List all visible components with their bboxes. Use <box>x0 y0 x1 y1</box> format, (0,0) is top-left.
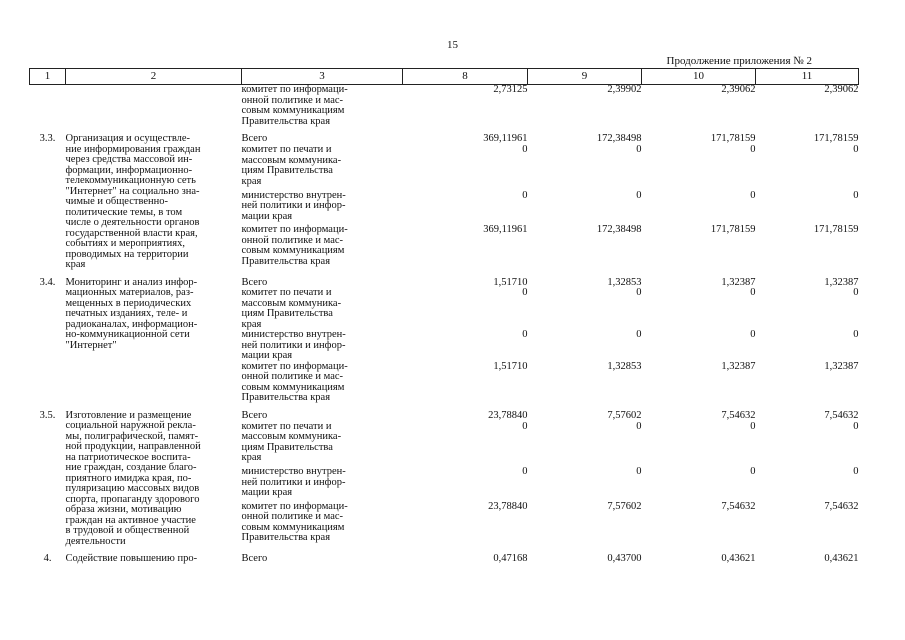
text-line: приятного имиджа края, по- <box>65 472 192 484</box>
text-line: ние информирования граждан <box>65 143 201 155</box>
table-row <box>30 411 859 422</box>
text-line: формации, информационно- <box>65 164 193 176</box>
text-line: образа жизни, мотивацию <box>65 504 182 515</box>
text-line: ной продукции, направленной <box>65 441 201 452</box>
text-line: совым коммуникациям <box>241 105 345 116</box>
table-row <box>30 554 859 565</box>
value-cell: 171,78159 <box>710 224 756 235</box>
value-cell: 2,39062 <box>824 84 859 95</box>
text-line: циям Правительства <box>241 441 333 453</box>
header-cell: 10 <box>642 69 756 85</box>
value-cell: 2,39902 <box>607 84 642 95</box>
text-line: телекоммуникационную сеть <box>65 175 196 186</box>
executor-cell <box>242 422 403 468</box>
text-line: Правительства края <box>241 115 331 127</box>
value-cell: 1,51710 <box>493 360 528 372</box>
text-line: онной политике и мас- <box>241 511 344 522</box>
text-line: проводимых на территории <box>65 248 189 260</box>
text-line: мы, полиграфической, памят- <box>65 430 199 442</box>
text-line: массовым коммуника- <box>241 297 342 309</box>
value-cell: 1,51710 <box>493 276 528 288</box>
text-line: комитет по печати и <box>241 287 332 298</box>
executor-cell <box>242 502 403 548</box>
item-description <box>66 134 242 271</box>
text-line: Мониторинг и анализ инфор- <box>65 276 198 288</box>
text-line: министерство внутрен- <box>241 329 346 340</box>
header-cell: 11 <box>756 69 859 85</box>
text-line: политические темы, в том <box>65 206 183 218</box>
item-description <box>66 411 242 548</box>
value-cell: 0 <box>750 144 756 156</box>
item-index: 3.3. <box>39 133 56 144</box>
value-cell: 0,43621 <box>824 553 859 564</box>
value-cell: 0 <box>522 287 528 298</box>
text-line: комитет по печати и <box>241 144 332 156</box>
text-line: Правительства края <box>241 255 331 267</box>
value-cell: 0,47168 <box>493 553 528 564</box>
text-line: совым коммуникациям <box>241 245 345 256</box>
text-line: министерство внутрен- <box>241 466 346 478</box>
header-row <box>30 69 859 85</box>
text-line: министерство внутрен- <box>241 189 346 201</box>
value-cell: 0,43700 <box>607 553 642 564</box>
item-index: 3.5. <box>39 409 56 421</box>
value-cell: 2,39062 <box>721 84 756 95</box>
text-line: Содействие повышению про- <box>65 553 198 564</box>
text-line: онной политике и мас- <box>241 94 344 106</box>
text-line: онной политике и мас- <box>241 234 344 246</box>
text-line: края <box>65 259 86 270</box>
text-line: Всего <box>241 409 268 421</box>
item-index: 3.4. <box>39 276 56 288</box>
header-cell: 3 <box>242 69 403 85</box>
executor-cell <box>242 191 403 225</box>
text-line: "Интернет" <box>65 339 117 351</box>
value-cell: 171,78159 <box>710 133 756 144</box>
text-line: спорта, пропаганду здорового <box>65 493 200 505</box>
appendix-table <box>29 68 859 565</box>
text-line: ней политики и инфор- <box>241 339 346 351</box>
text-line: но-коммуникационной сети <box>65 329 190 340</box>
text-line: граждан на активное участие <box>65 514 196 526</box>
text-line: Всего <box>241 133 268 144</box>
text-line: в трудовой и общественной <box>65 525 190 536</box>
value-cell: 1,32387 <box>721 276 756 288</box>
text-line: мационных материалов, раз- <box>65 287 194 298</box>
value-cell: 0 <box>750 287 756 298</box>
page-number: 15 <box>447 39 458 51</box>
text-line: массовым коммуника- <box>241 154 342 166</box>
text-line: края <box>241 318 262 330</box>
value-cell: 1,32853 <box>607 276 642 288</box>
executor-cell <box>242 225 403 271</box>
table-row <box>30 85 859 128</box>
value-cell: 369,11961 <box>483 224 528 235</box>
executor-cell <box>242 85 403 128</box>
value-cell: 7,57602 <box>607 409 642 421</box>
header-cell: 1 <box>30 69 66 85</box>
text-line: Всего <box>241 553 268 564</box>
value-cell: 1,32387 <box>824 276 859 288</box>
value-cell: 0 <box>750 466 756 478</box>
value-cell: 0,43621 <box>721 553 756 564</box>
text-line: социальной наружной рекла- <box>65 420 196 431</box>
item-index: 4. <box>43 553 52 564</box>
value-cell: 0 <box>750 420 756 432</box>
text-line: массовым коммуника- <box>241 431 342 443</box>
value-cell: 0 <box>636 189 642 201</box>
executor-cell <box>242 288 403 330</box>
item-description <box>66 278 242 404</box>
text-line: мации края <box>241 210 293 222</box>
executor-cell <box>242 467 403 501</box>
text-line: совым коммуникациям <box>241 521 345 533</box>
value-cell: 0 <box>636 466 642 478</box>
executor-cell <box>242 554 403 565</box>
value-cell: 7,54632 <box>721 409 756 421</box>
text-line: комитет по информаци- <box>241 84 348 95</box>
table-row <box>30 134 859 145</box>
value-cell: 7,54632 <box>824 409 859 421</box>
text-line: радиоканалах, информацион- <box>65 318 198 330</box>
value-cell: 0 <box>853 144 859 156</box>
header-cell: 8 <box>403 69 528 85</box>
value-cell: 23,78840 <box>488 500 528 512</box>
value-cell: 369,11961 <box>483 133 528 144</box>
text-line: Организация и осуществле- <box>65 133 191 144</box>
value-cell: 23,78840 <box>488 409 528 421</box>
executor-cell <box>242 362 403 404</box>
text-line: государственной власти края, <box>65 227 198 239</box>
header-cell: 2 <box>66 69 242 85</box>
value-cell: 0 <box>522 329 528 340</box>
text-line: мации края <box>241 487 293 499</box>
text-line: комитет по информаци- <box>241 360 348 372</box>
continuation-note: Продолжение приложения № 2 <box>666 55 812 67</box>
value-cell: 171,78159 <box>813 224 859 235</box>
text-line: ние граждан, создание благо- <box>65 462 197 473</box>
value-cell: 0 <box>522 420 528 432</box>
text-line: событиях и мероприятиях, <box>65 238 185 249</box>
table-body <box>30 85 859 565</box>
text-line: мации края <box>241 350 293 361</box>
value-cell: 0 <box>750 189 756 201</box>
text-line: Изготовление и размещение <box>65 409 192 421</box>
text-line: комитет по печати и <box>241 420 332 432</box>
value-cell: 1,32387 <box>721 360 756 372</box>
executor-cell <box>242 145 403 191</box>
text-line: чимые и общественно- <box>65 196 169 207</box>
value-cell: 2,73125 <box>493 84 528 95</box>
text-line: Правительства края <box>241 532 331 543</box>
value-cell: 171,78159 <box>813 133 859 144</box>
text-line: ней политики и инфор- <box>241 476 346 488</box>
table-row <box>30 278 859 289</box>
value-cell: 0 <box>636 420 642 432</box>
text-line: печатных изданиях, теле- и <box>65 308 188 319</box>
value-cell: 1,32853 <box>607 360 642 372</box>
text-line: числе о деятельности органов <box>65 217 200 228</box>
value-cell: 0 <box>853 329 859 340</box>
value-cell: 0 <box>522 466 528 478</box>
value-cell: 0 <box>853 420 859 432</box>
text-line: Правительства края <box>241 392 331 403</box>
value-cell: 0 <box>636 144 642 156</box>
text-line: деятельности <box>65 535 126 547</box>
value-cell: 0 <box>853 189 859 201</box>
value-cell: 172,38498 <box>596 133 642 144</box>
value-cell: 0 <box>636 329 642 340</box>
text-line: циям Правительства <box>241 308 333 319</box>
value-cell: 172,38498 <box>596 224 642 235</box>
item-index <box>30 85 66 128</box>
text-line: мещенных в периодических <box>65 297 192 309</box>
text-line: ней политики и инфор- <box>241 200 346 212</box>
value-cell: 0 <box>636 287 642 298</box>
text-line: края <box>241 175 262 187</box>
text-line: "Интернет" на социально зна- <box>65 185 200 197</box>
text-line: края <box>241 452 262 464</box>
value-cell: 0 <box>750 329 756 340</box>
value-cell: 0 <box>853 466 859 478</box>
value-cell: 7,54632 <box>721 500 756 512</box>
text-line: комитет по информаци- <box>241 224 348 235</box>
value-cell: 0 <box>522 189 528 201</box>
value-cell: 0 <box>853 287 859 298</box>
text-line: через средства массовой ин- <box>65 154 193 165</box>
text-line: комитет по информаци- <box>241 500 348 512</box>
value-cell: 0 <box>522 144 528 156</box>
value-cell: 7,57602 <box>607 500 642 512</box>
value-cell: 7,54632 <box>824 500 859 512</box>
item-description <box>66 554 242 565</box>
item-description <box>66 85 242 128</box>
text-line: циям Правительства <box>241 165 333 177</box>
text-line: совым коммуникациям <box>241 381 345 393</box>
text-line: пуляризацию массовых видов <box>65 483 200 494</box>
header-cell: 9 <box>528 69 642 85</box>
value-cell: 1,32387 <box>824 360 859 372</box>
executor-cell <box>242 330 403 362</box>
text-line: онной политике и мас- <box>241 371 344 382</box>
text-line: Всего <box>241 276 268 288</box>
text-line: на патриотическое воспита- <box>65 451 191 463</box>
